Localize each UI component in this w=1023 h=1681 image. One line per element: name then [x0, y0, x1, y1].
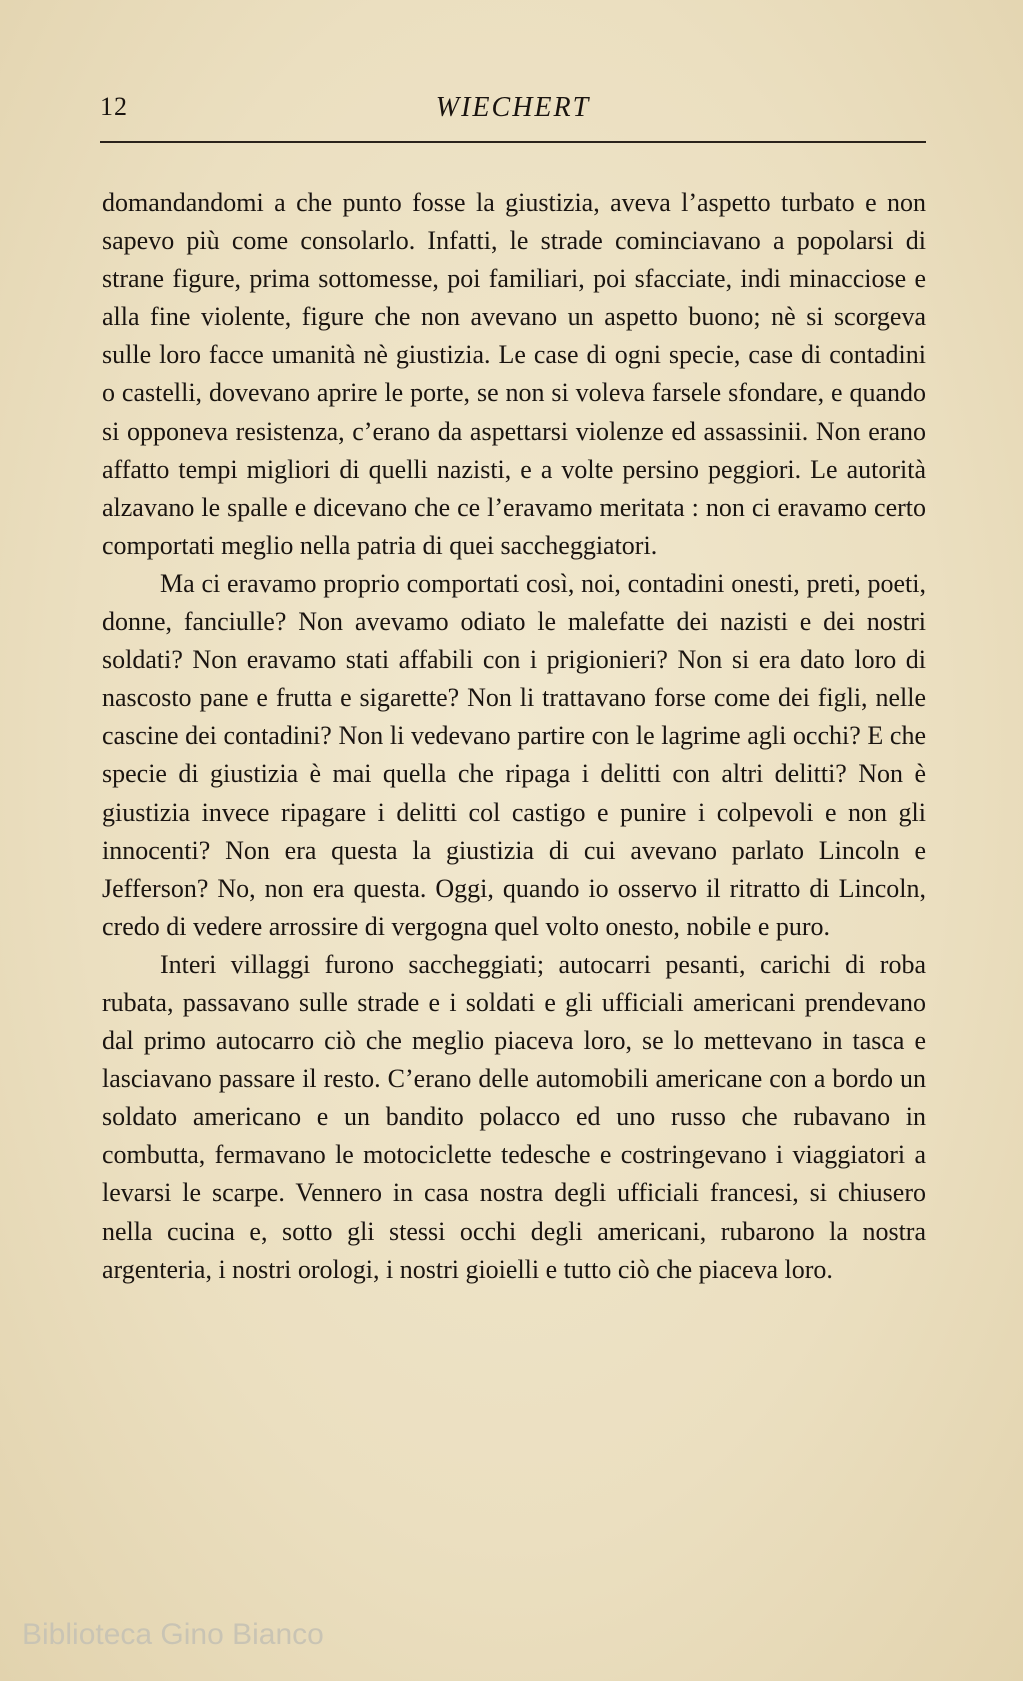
body-text — [102, 184, 926, 1289]
paragraph: Interi villaggi furono saccheggiati; autocarri pesanti, carichi di roba rubata, passavano sulle strade e i soldati e gli ufficiali americani prendevano dal primo autocarro ciò che meglio piaceva loro, se lo mettevano in tasca e lasciavano passare il resto. C’erano delle automobili americane con a bordo un soldato americano e un bandito polacco ed uno russo che rubavano in combutta, fermavano le motociclette tedesche e costringevano i viaggiatori a levarsi le scarpe. Vennero in casa nostra degli ufficiali francesi, si chiusero nella cucina e, sotto gli stessi occhi degli americani, rubarono la nostra argenteria, i nostri orologi, i nostri gioielli e tutto ciò che piaceva loro. — [102, 949, 926, 1284]
page-number: 12 — [100, 92, 128, 121]
header-rule — [100, 141, 926, 143]
library-watermark: Biblioteca Gino Bianco — [22, 1618, 324, 1651]
paragraph: Ma ci eravamo proprio comportati così, noi, contadini onesti, preti, poeti, donne, fanciulle? Non avevamo odiato le malefatte dei nazisti e dei nostri soldati? Non eravamo stati affabili con i prigionieri? Non si era dato loro di nascosto pane e frutta e sigarette? Non li trattavano forse come dei figli, nelle cascine dei contadini? Non li vedevano partire con le lagrime agli occhi? E che specie di giustizia è mai quella che ripaga i delitti con altri delitti? Non è giustizia invece ripagare i delitti col castigo e punire i colpevoli e non gli innocenti? Non era questa la giustizia di cui avevano parlato Lincoln e Jefferson? No, non era questa. Oggi, quando io osservo il ritratto di Lincoln, credo di vedere arrossire di vergogna quel volto onesto, nobile e puro. — [102, 568, 926, 941]
running-head: WIECHERT — [435, 92, 591, 123]
paragraph: domandandomi a che punto fosse la giustizia, aveva l’aspetto turbato e non sapevo più come consolarlo. Infatti, le strade cominciavano a popolarsi di strane figure, prima sottomesse, poi familiari, poi sfacciate, indi minacciose e alla fine violente, figure che non avevano un aspetto buono; nè si scorgeva sulle loro facce umanità nè giustizia. Le case di ogni specie, case di contadini o castelli, dovevano aprire le porte, se non si voleva farsele sfondare, e quando si opponeva resistenza, c’erano da aspettarsi violenze ed assassinii. Non erano affatto tempi migliori di quelli nazisti, e a volte persino peggiori. Le autorità alzavano le spalle e dicevano che ce l’eravamo meritata : non ci eravamo certo comportati meglio nella patria di quei saccheggiatori. — [102, 188, 926, 560]
page-header — [100, 92, 926, 132]
